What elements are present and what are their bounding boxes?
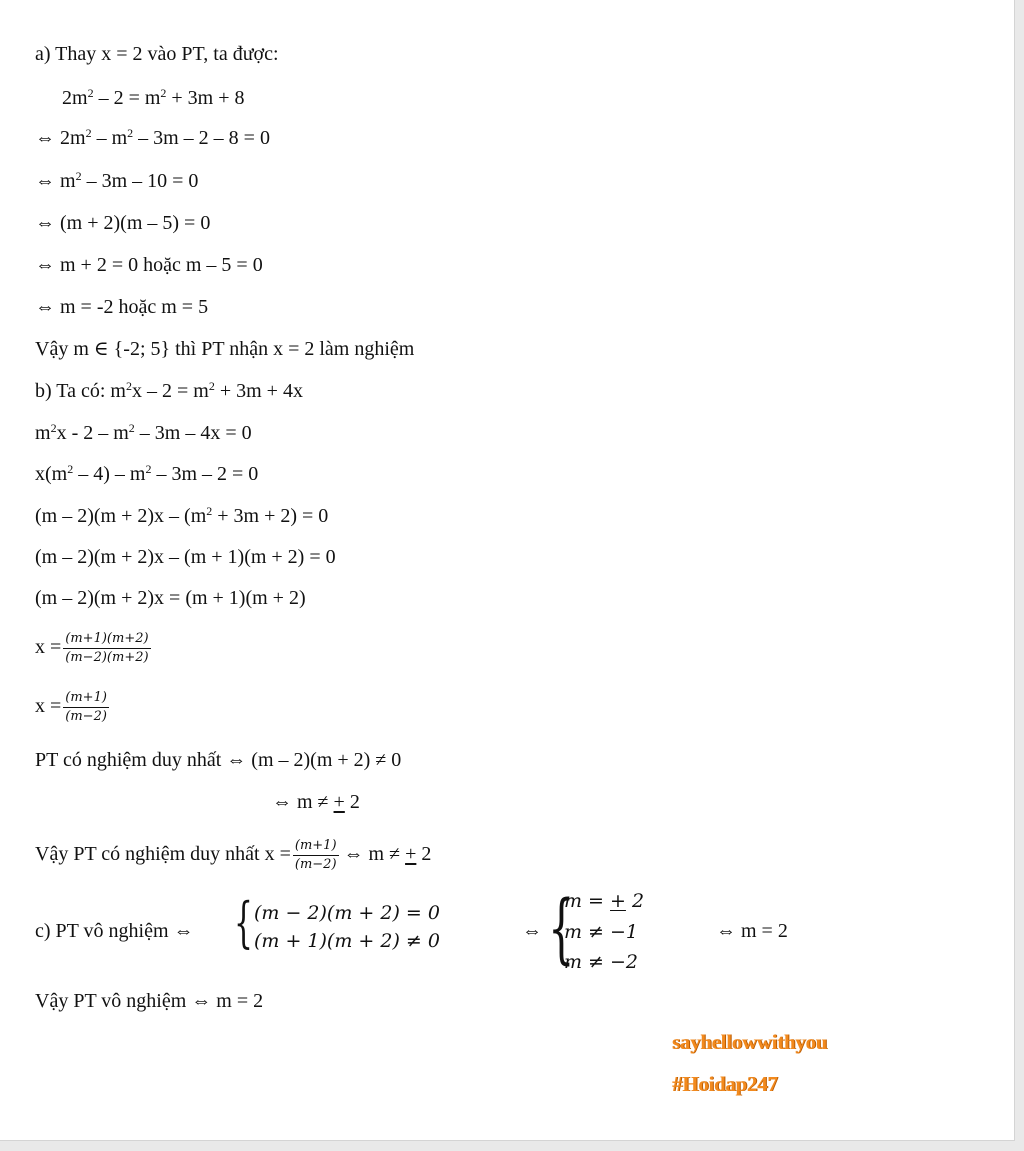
math-line: PT có nghiệm duy nhất ⇔ (m – 2)(m + 2) ≠ 0 [35, 749, 402, 771]
text: ⇔ 2m [35, 127, 86, 149]
conclusion-a: Vậy m ∈ {-2; 5} thì PT nhận x = 2 làm nghiệm [35, 338, 415, 360]
text: – m [96, 127, 128, 149]
numerator: (m+1)(m+2) [63, 631, 150, 649]
exponent: 2 [145, 462, 152, 476]
math-line [35, 504, 328, 528]
fraction [63, 631, 150, 666]
exponent: 2 [67, 462, 74, 476]
text: – 2 = m [98, 87, 161, 109]
math-line: (m – 2)(m + 2)x = (m + 1)(m + 2) [35, 587, 306, 609]
watermark-username: sayhellowwithyou [672, 1030, 828, 1054]
denominator: (m−2)(m+2) [65, 649, 149, 665]
text: x - 2 – m [56, 422, 129, 444]
text: + 3m + 2) = 0 [217, 505, 329, 527]
math-line [272, 790, 360, 814]
math-line [35, 462, 258, 486]
text: 2 [344, 791, 360, 813]
text: – 3m – 10 = 0 [86, 170, 199, 192]
text: (m – 2)(m + 2)x – (m [35, 505, 207, 527]
numerator: (m+1) [293, 838, 339, 856]
line-part-c-intro: c) PT vô nghiệm ⇔ [35, 920, 194, 942]
math-line [35, 126, 270, 150]
line-part-a-intro: a) Thay x = 2 vào PT, ta được: [35, 43, 279, 65]
exponent: 2 [126, 379, 132, 393]
watermark-hashtag: #Hoidap247 [672, 1072, 778, 1096]
text: 2 [625, 890, 645, 912]
exponent: 2 [87, 86, 94, 100]
math-line [35, 421, 252, 445]
text: x – 2 = m [132, 380, 209, 402]
conclusion-b [35, 831, 431, 877]
text: + 3m + 8 [171, 87, 245, 109]
exponent: 2 [206, 504, 213, 518]
text: x(m [35, 463, 68, 485]
text: x = [35, 636, 62, 658]
math-line [62, 86, 245, 110]
text: b) Ta có: m [35, 380, 126, 402]
fraction [63, 690, 109, 725]
text: ⇔ m ≠ [272, 791, 329, 813]
math-line: ⇔ m + 2 = 0 hoặc m – 5 = 0 [35, 254, 263, 276]
denominator: (m−2) [294, 856, 337, 872]
text: – 3m – 2 = 0 [156, 463, 259, 485]
equation-system-2 [548, 883, 678, 978]
text: – 3m – 4x = 0 [139, 422, 252, 444]
equation-system-1 [234, 891, 474, 958]
text: 2 [416, 843, 432, 865]
system-row: (m + 1)(m + 2) ≠ 0 [254, 930, 440, 952]
plus-minus: + [333, 791, 345, 813]
exponent: 2 [85, 126, 92, 140]
text: ⇔ m ≠ [343, 843, 401, 865]
text: m = [564, 890, 611, 912]
denominator: (m−2) [65, 708, 107, 724]
math-line: (m – 2)(m + 2)x – (m + 1)(m + 2) = 0 [35, 546, 336, 568]
system-row: m ≠ −2 [564, 951, 639, 973]
math-line-fraction [35, 683, 109, 729]
exponent: 2 [50, 421, 57, 435]
math-line: ⇔ (m + 2)(m – 5) = 0 [35, 212, 211, 234]
system-row [564, 890, 644, 912]
text: m [35, 422, 51, 444]
left-brace: { [548, 883, 575, 972]
equivalence-symbol: ⇔ [522, 920, 542, 942]
exponent: 2 [128, 421, 135, 435]
plus-minus: + [405, 843, 417, 865]
text: – 3m – 2 – 8 = 0 [138, 127, 270, 149]
plus-minus: + [610, 890, 626, 912]
exponent: 2 [75, 169, 82, 183]
text: ⇔ m [35, 170, 76, 192]
fraction [293, 838, 339, 873]
exponent: 2 [208, 379, 215, 393]
math-line: ⇔ m = -2 hoặc m = 5 [35, 296, 209, 318]
math-line: ⇔ m = 2 [716, 920, 788, 942]
text: + 3m + 4x [219, 380, 303, 402]
system-row: (m − 2)(m + 2) = 0 [254, 902, 440, 924]
line-part-b-intro [35, 379, 303, 403]
math-line [35, 169, 198, 193]
left-brace: { [234, 891, 253, 954]
numerator: (m+1) [63, 690, 109, 708]
text: – 4) – m [78, 463, 146, 485]
exponent: 2 [160, 86, 167, 100]
conclusion-c: Vậy PT vô nghiệm ⇔ m = 2 [35, 990, 264, 1012]
system-row: m ≠ −1 [564, 921, 639, 943]
exponent: 2 [127, 126, 134, 140]
math-line-fraction [35, 624, 151, 670]
text: x = [35, 695, 62, 717]
text: Vậy PT có nghiệm duy nhất x = [35, 843, 291, 865]
text: 2m [62, 87, 88, 109]
